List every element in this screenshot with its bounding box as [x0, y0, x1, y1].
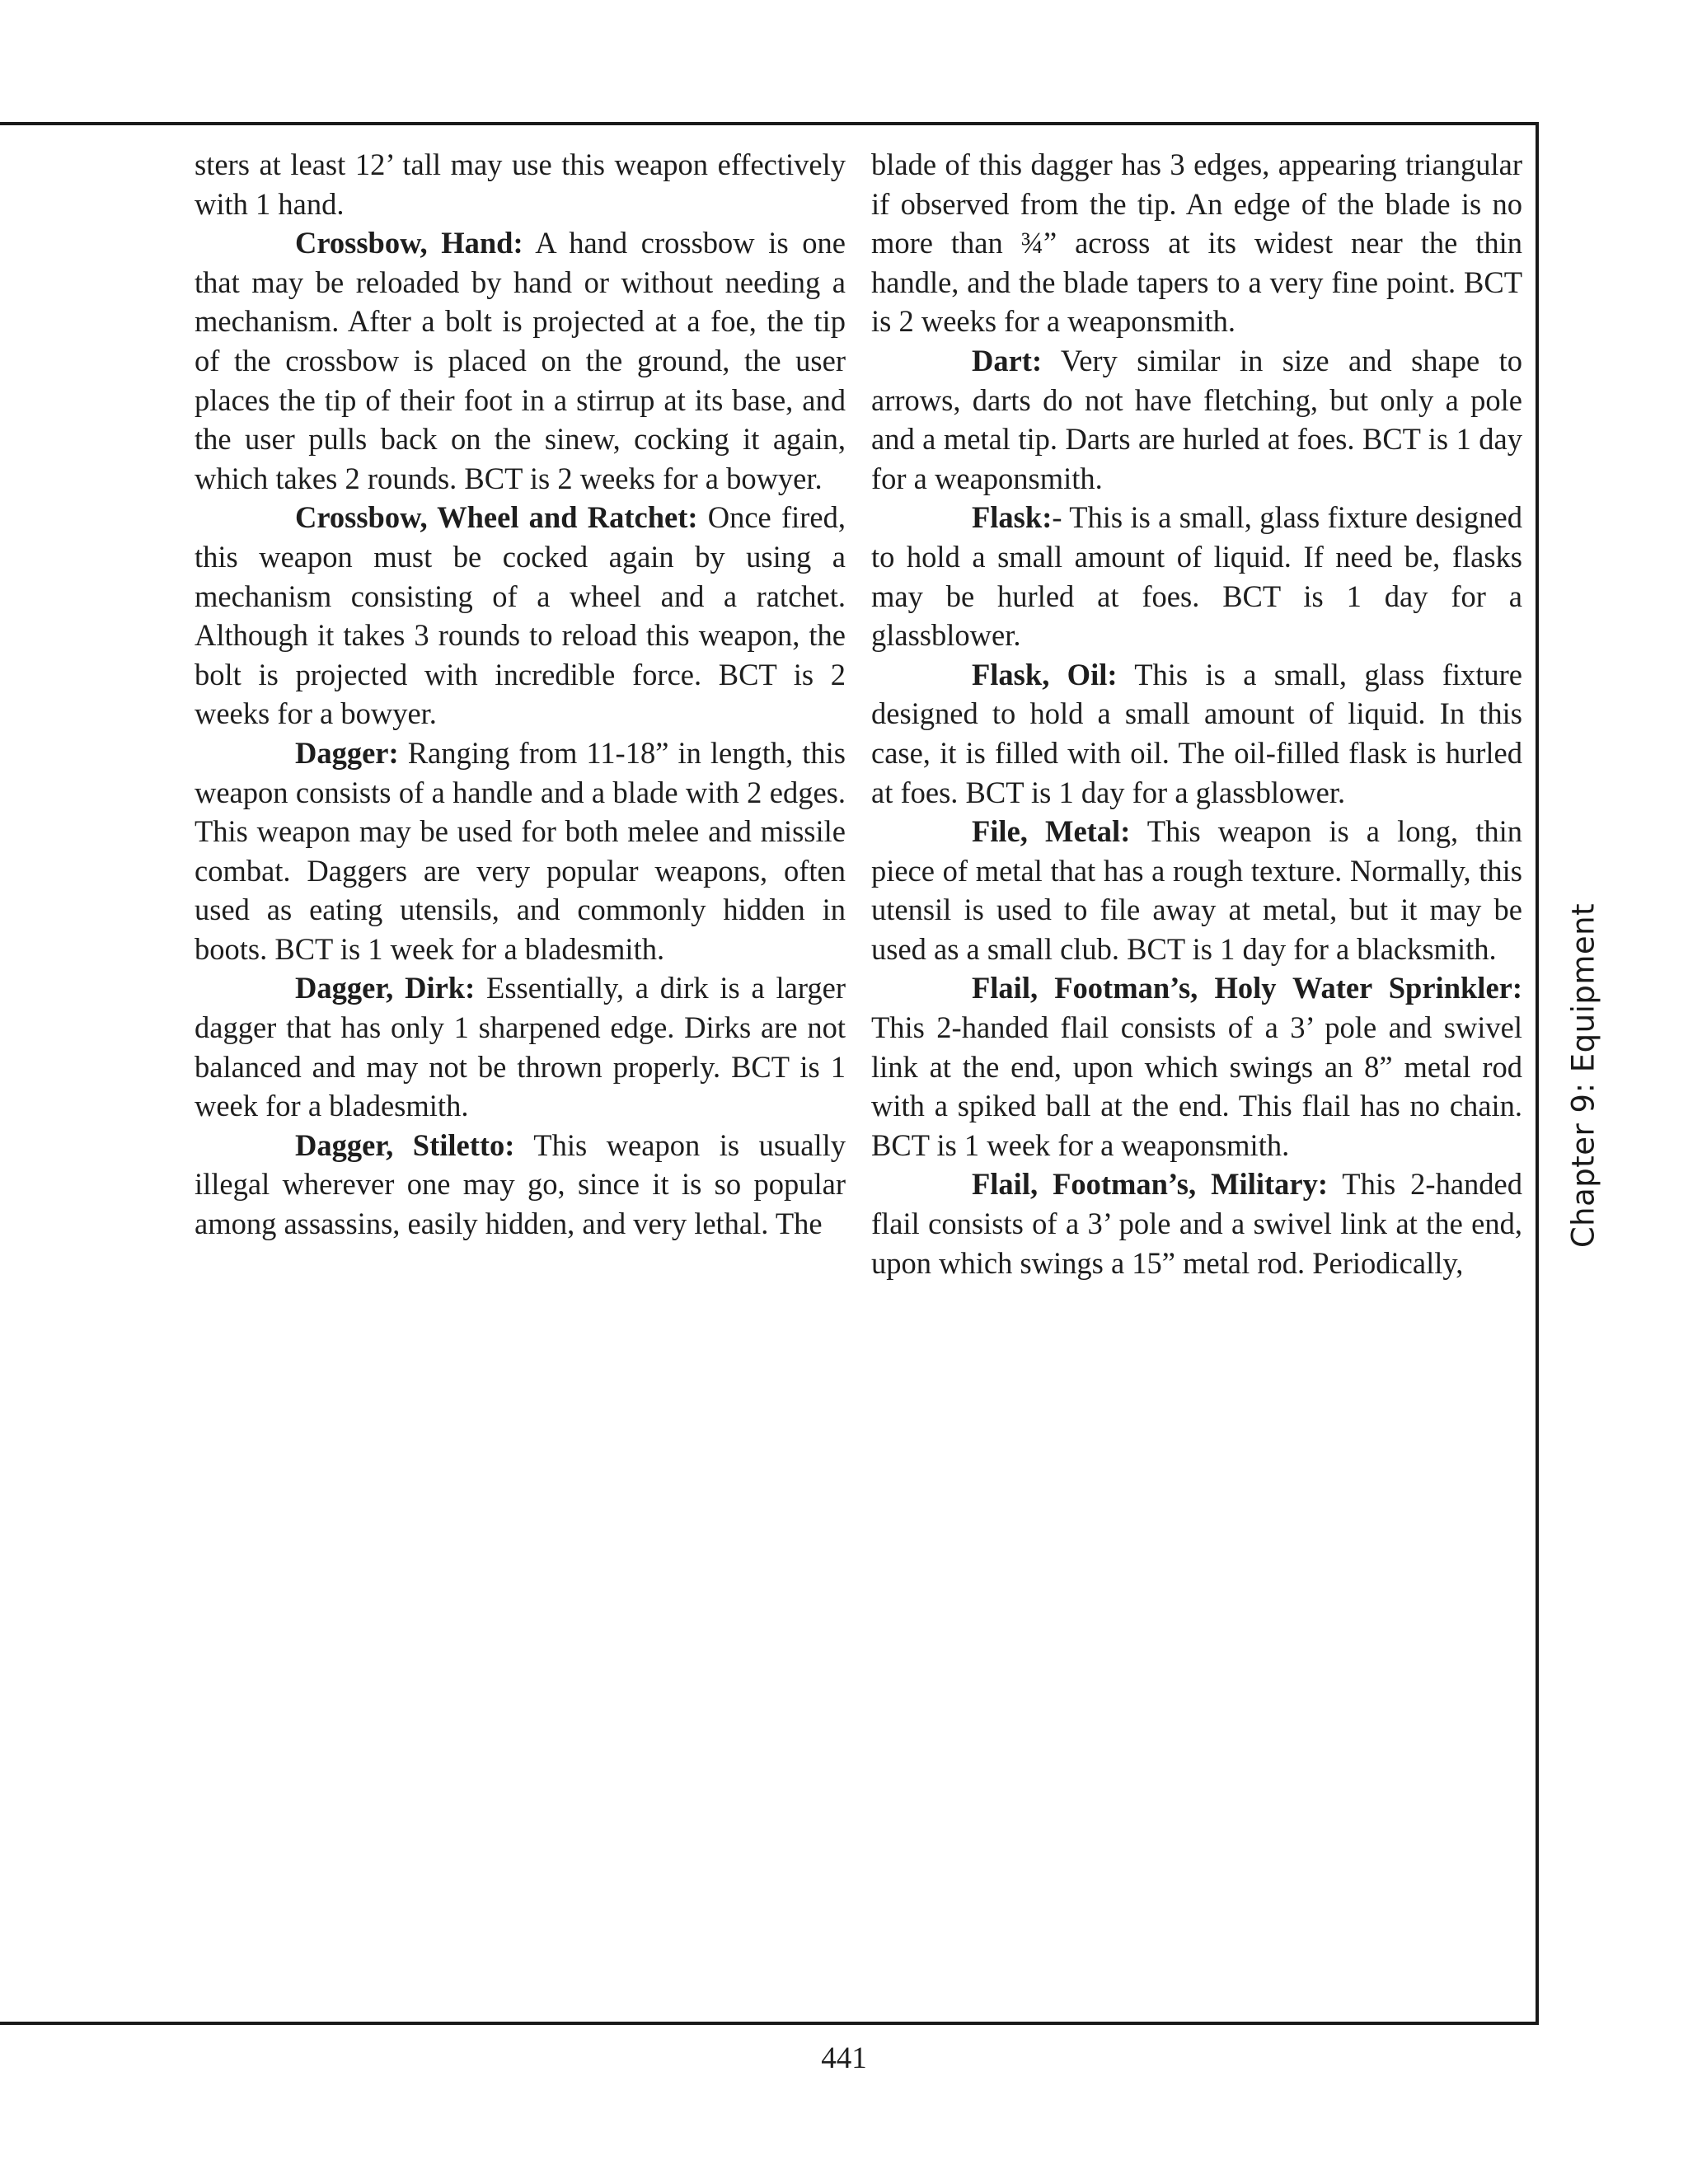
entry-flail-holy-water-sprinkler	[871, 968, 1522, 1165]
entry-title: Dagger, Dirk:	[295, 971, 476, 1005]
entry-dagger-dirk	[195, 968, 846, 1125]
entry-title: Dart:	[972, 343, 1043, 377]
left-text-column	[195, 145, 846, 1244]
paragraph-continuation	[871, 145, 1522, 341]
entry-text: Ranging from 11-18” in length, this weapon consists of a handle and a blade with 2 edges. This weapon may be used for both melee and missile combat. Daggers are very popular weapons, often used as eating utensils, and commonly hidden in boots. BCT is 1 week for a bladesmith.	[195, 735, 846, 966]
page-number: 441	[821, 2041, 867, 2075]
entry-text: Very similar in size and shape to arrows, darts do not have fletching, but only a pole and a metal tip. Darts are hurled at foes. BCT is 1 day for a weaponsmith.	[871, 343, 1522, 495]
entry-crossbow-wheel-ratchet	[195, 498, 846, 733]
paragraph-text: blade of this dagger has 3 edges, appearing triangular if observed from the tip. An edge of the blade is no more than ¾” across at its widest near the thin handle, and the blade tapers to a very fine point. BCT is 2 weeks for a weaponsmith.	[871, 148, 1522, 339]
entry-text: This is a small, glass fixture designed to hold a small amount of liquid. In this case, it is filled with oil. The oil-filled flask is hurled at foes. BCT is 1 day for a glassblower.	[871, 657, 1522, 809]
entry-title: Flask, Oil:	[972, 657, 1118, 691]
entry-title: Dagger, Stiletto:	[295, 1127, 515, 1162]
chapter-label: Chapter 9: Equipment	[1565, 902, 1601, 1249]
entry-title: Flail, Footman’s, Holy Water Sprinkler:	[972, 971, 1522, 1005]
entry-title: Crossbow, Wheel and Ratchet:	[295, 500, 698, 535]
paragraph-text: sters at least 12’ tall may use this weapon effectively with 1 hand.	[195, 148, 846, 221]
entry-dagger-stiletto	[195, 1126, 846, 1244]
entry-text: This 2-handed flail consists of a 3’ pole and swivel link at the end, upon which swings an 8” metal rod with a spiked ball at the end. This flail has no chain. BCT is 1 week for a weaponsmith.	[871, 1010, 1522, 1162]
chapter-tab	[1564, 898, 1603, 1253]
entry-text: Once fired, this weapon must be cocked again by using a mechanism consisting of a wheel and a ratchet. Although it takes 3 rounds to reload this weapon, the bolt is projected with incredible force. BCT is 2 weeks for a bowyer.	[195, 500, 846, 731]
entry-file-metal	[871, 812, 1522, 968]
entry-crossbow-hand	[195, 223, 846, 498]
entry-flail-military	[871, 1165, 1522, 1282]
entry-text: This weapon is usually illegal wherever one may go, since it is so popular among assassins, easily hidden, and very lethal. The	[195, 1127, 846, 1241]
entry-text: Essentially, a dirk is a larger dagger that has only 1 sharpened edge. Dirks are not balanced and may not be thrown properly. BCT is 1 week for a bladesmith.	[195, 971, 846, 1123]
paragraph-continuation	[195, 145, 846, 223]
entry-text: This weapon is a long, thin piece of metal that has a rough texture. Normally, this utensil is used to file away at metal, but it may be used as a small club. BCT is 1 day for a blacksmith.	[871, 814, 1522, 966]
entry-title: Flask:	[972, 500, 1053, 535]
entry-title: Dagger:	[295, 735, 399, 770]
entry-dart	[871, 341, 1522, 498]
entry-title: Flail, Footman’s, Military:	[972, 1167, 1328, 1202]
entry-title: Crossbow, Hand:	[295, 226, 523, 260]
entry-dagger	[195, 733, 846, 969]
right-text-column	[871, 145, 1522, 1282]
entry-text: This 2-handed flail consists of a 3’ pole and a swivel link at the end, upon which swings a 15” metal rod. Periodically,	[871, 1167, 1522, 1280]
entry-flask-oil	[871, 655, 1522, 812]
entry-text: A hand crossbow is one that may be reloaded by hand or without needing a mechanism. After a bolt is projected at a foe, the tip of the crossbow is placed on the ground, the user places the tip of their foot in a stirrup at its base, and the user pulls back on the sinew, cocking it again, which takes 2 rounds. BCT is 2 weeks for a bowyer.	[195, 226, 846, 495]
entry-text: - This is a small, glass fixture designed to hold a small amount of liquid. If need be, flasks may be hurled at foes. BCT is 1 day for a glassblower.	[871, 500, 1522, 653]
entry-title: File, Metal:	[972, 814, 1131, 849]
entry-flask	[871, 498, 1522, 654]
